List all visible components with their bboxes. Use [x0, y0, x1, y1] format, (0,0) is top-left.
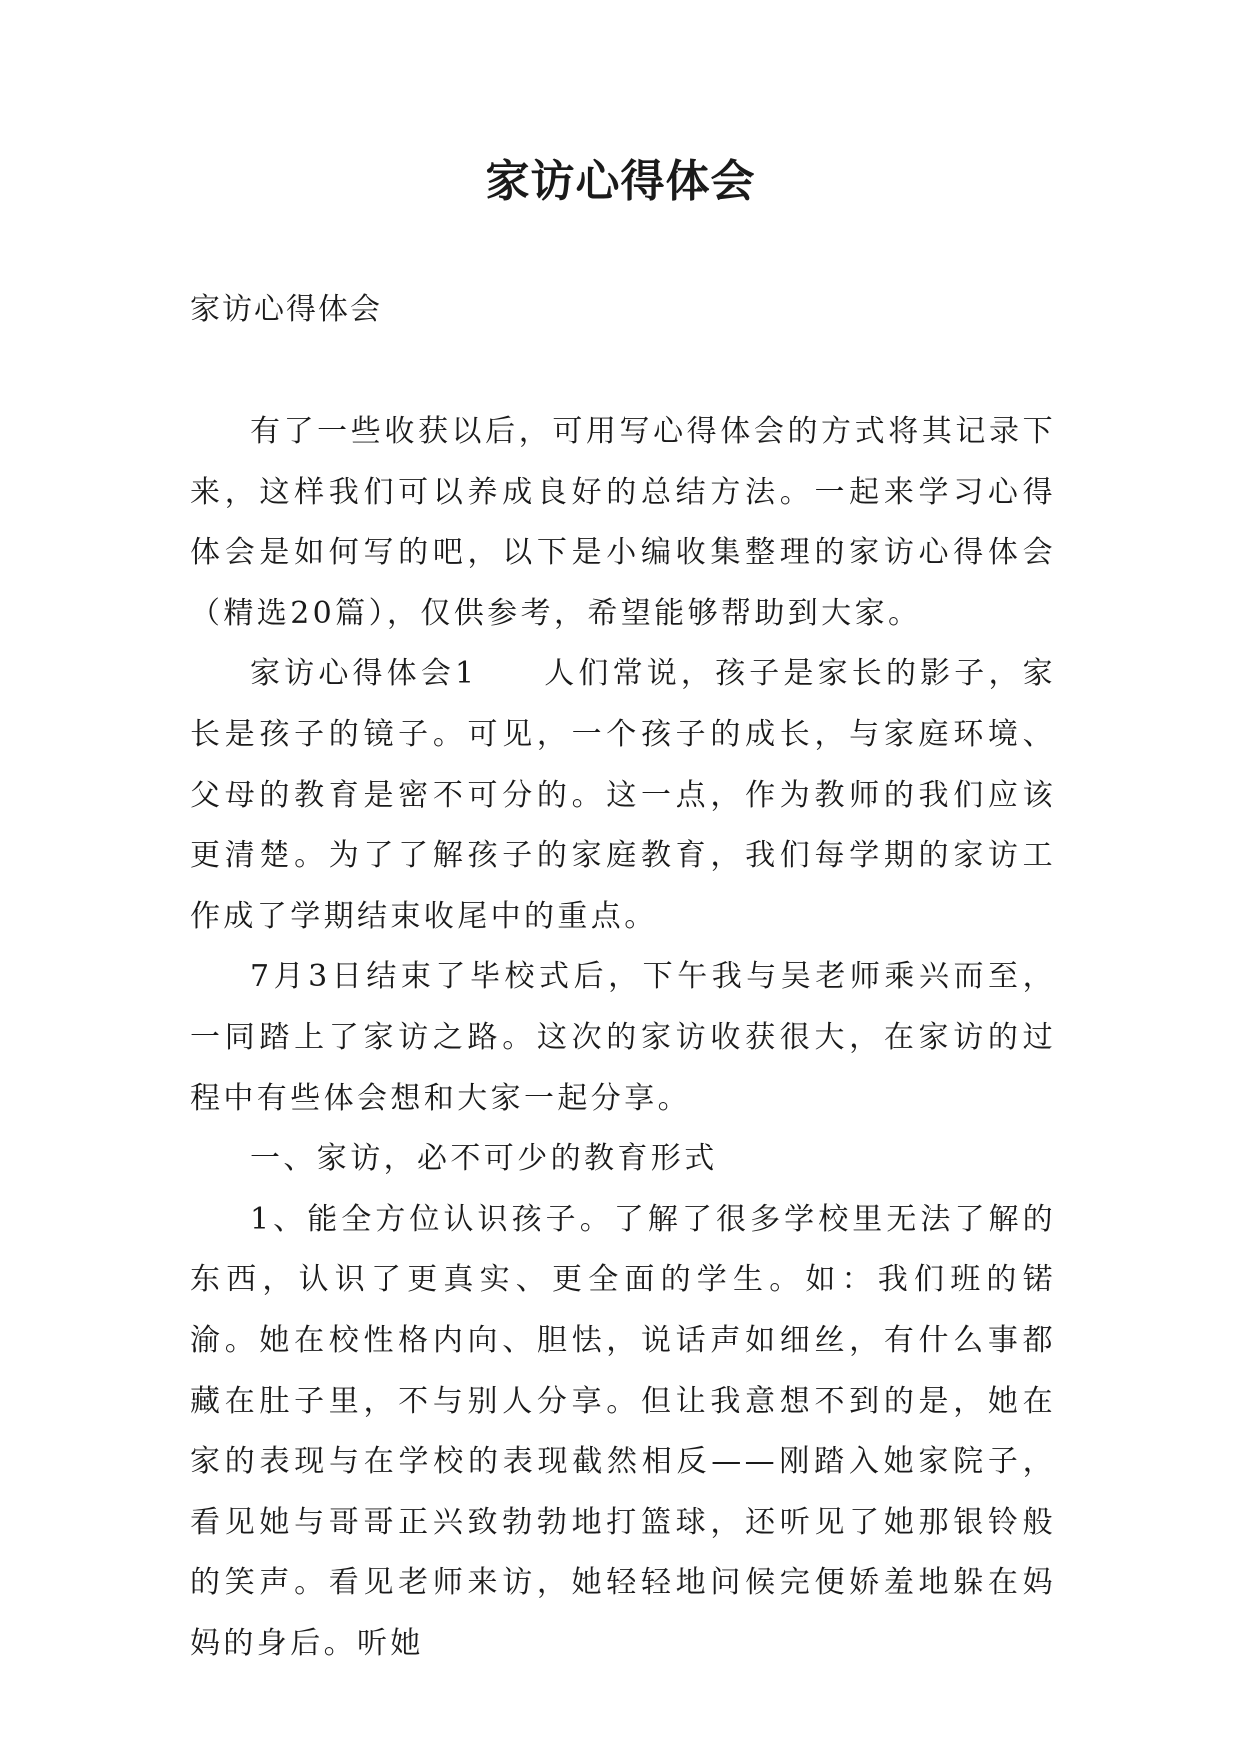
visit-paragraph: 7月3日结束了毕校式后，下午我与吴老师乘兴而至，一同踏上了家访之路。这次的家访收获很大，在家访的过程中有些体会想和大家一起分享。 [190, 959, 1056, 1116]
point-1-paragraph: 1、能全方位认识孩子。了解了很多学校里无法了解的东西，认识了更真实、更全面的学生。如：我们班的锘渝。她在校性格内向、胆怯，说话声如细丝，有什么事都藏在肚子里，不与别人分享。但让我意想不到的是，她在家的表现与在学校的表现截然相反——刚踏入她家院子，看见她与哥哥正兴致勃勃地打篮球，还听见了她那银铃般的笑声。看见老师来访，她轻轻地问候完便娇羞地躲在妈妈的身后。听她 [190, 1201, 1056, 1661]
document-subtitle: 家访心得体会 [190, 292, 382, 327]
document-title: 家访心得体会 [485, 156, 756, 207]
section-1-text: 人们常说，孩子是家长的影子，家长是孩子的镜子。可见，一个孩子的成长，与家庭环境、父母的教育是密不可分的。这一点，作为教师的我们应该更清楚。为了了解孩子的家庭教育，我们每学期的家访工作成了学期结束收尾中的重点。 [190, 656, 1057, 934]
section-heading-paragraph: 一、家访，必不可少的教育形式 [250, 1141, 718, 1177]
intro-paragraph: 有了一些收获以后，可用写心得体会的方式将其记录下来，这样我们可以养成良好的总结方法。一起来学习心得体会是如何写的吧，以下是小编收集整理的家访心得体会（精选20篇），仅供参考，希望能够帮助到大家。 [190, 414, 1056, 631]
section-1-paragraph [190, 644, 1056, 947]
section-1-heading: 家访心得体会1 [250, 656, 478, 692]
document-body [190, 402, 1056, 1674]
